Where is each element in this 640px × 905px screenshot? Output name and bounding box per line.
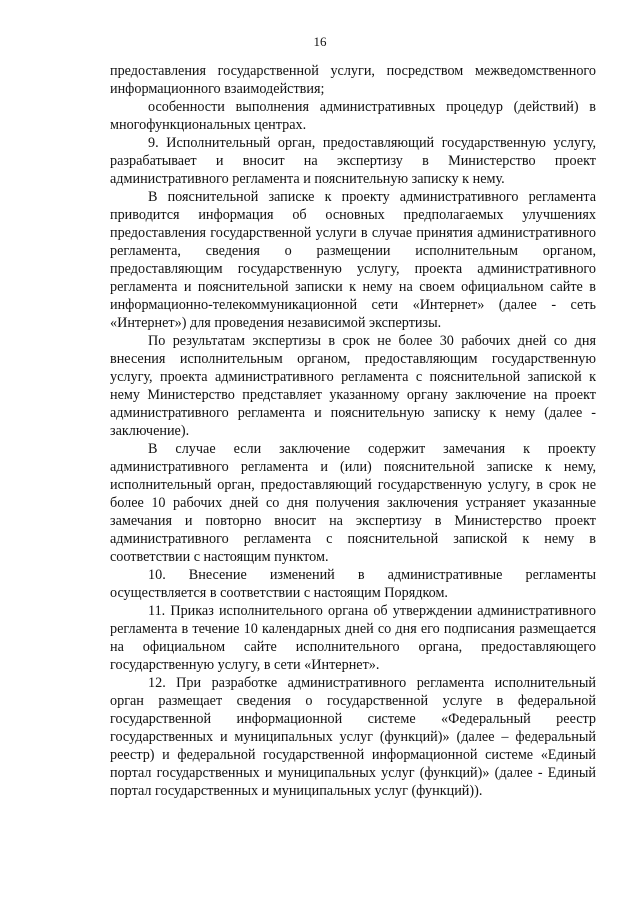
paragraph-expertise-results: По результатам экспертизы в срок не более 30 рабочих дней со дня внесения исполнительным органом, предоставляющим государственную услугу, проекта административного регламента с пояснительной запиской к нему Министерство представляет указанному органу заключение на проект административного регламента и пояснительную записку к нему (далее - заключение). [110, 333, 596, 439]
paragraph-item-10: 10. Внесение изменений в административные регламенты осуществляется в соответствии с настоящим Порядком. [110, 567, 596, 601]
paragraph-item-12: 12. При разработке административного регламента исполнительный орган размещает сведения о государственной услуге в федеральной государственной информационной системе «Федеральный реестр государственных и муниципальных услуг (функций)» (далее – федеральный реестр) и федеральной государственной информационной системе «Единый портал государственных и муниципальных услуг (функций)» (далее - Единый портал государственных и муниципальных услуг (функций)). [110, 675, 596, 799]
paragraph-item-11: 11. Приказ исполнительного органа об утверждении административного регламента в течение 10 календарных дней со дня его подписания размещается на официальном сайте исполнительного органа, предоставляющего государственную услугу, в сети «Интернет». [110, 603, 596, 673]
paragraph-explanatory-note: В пояснительной записке к проекту административного регламента приводится информация об основных предполагаемых улучшениях предоставления государственной услуги в случае принятия административного регламента, сведения о размещении исполнительным органом, предоставляющим государственную услугу, проекта административного регламента и пояснительной записки к нему на своем официальном сайте в информационно-телекоммуникационной сети «Интернет» (далее - сеть «Интернет») для проведения независимой экспертизы. [110, 189, 596, 331]
paragraph-remarks: В случае если заключение содержит замечания к проекту административного регламента и (или) пояснительной записке к нему, исполнительный орган, предоставляющий государственную услугу, в срок не более 10 рабочих дней со дня получения заключения устраняет указанные замечания и повторно вносит на экспертизу в Министерство проект административного регламента с пояснительной запиской к нему в соответствии с настоящим пунктом. [110, 441, 596, 565]
page-number: 16 [313, 34, 327, 49]
paragraph-mfc-features: особенности выполнения административных процедур (действий) в многофункциональных центрах. [110, 99, 596, 133]
document-body [110, 62, 596, 800]
paragraph-continuation: предоставления государственной услуги, посредством межведомственного информационного взаимодействия; [110, 63, 596, 97]
paragraph-item-9: 9. Исполнительный орган, предоставляющий государственную услугу, разрабатывает и вносит на экспертизу в Министерство проект административного регламента и пояснительную записку к нему. [110, 135, 596, 187]
